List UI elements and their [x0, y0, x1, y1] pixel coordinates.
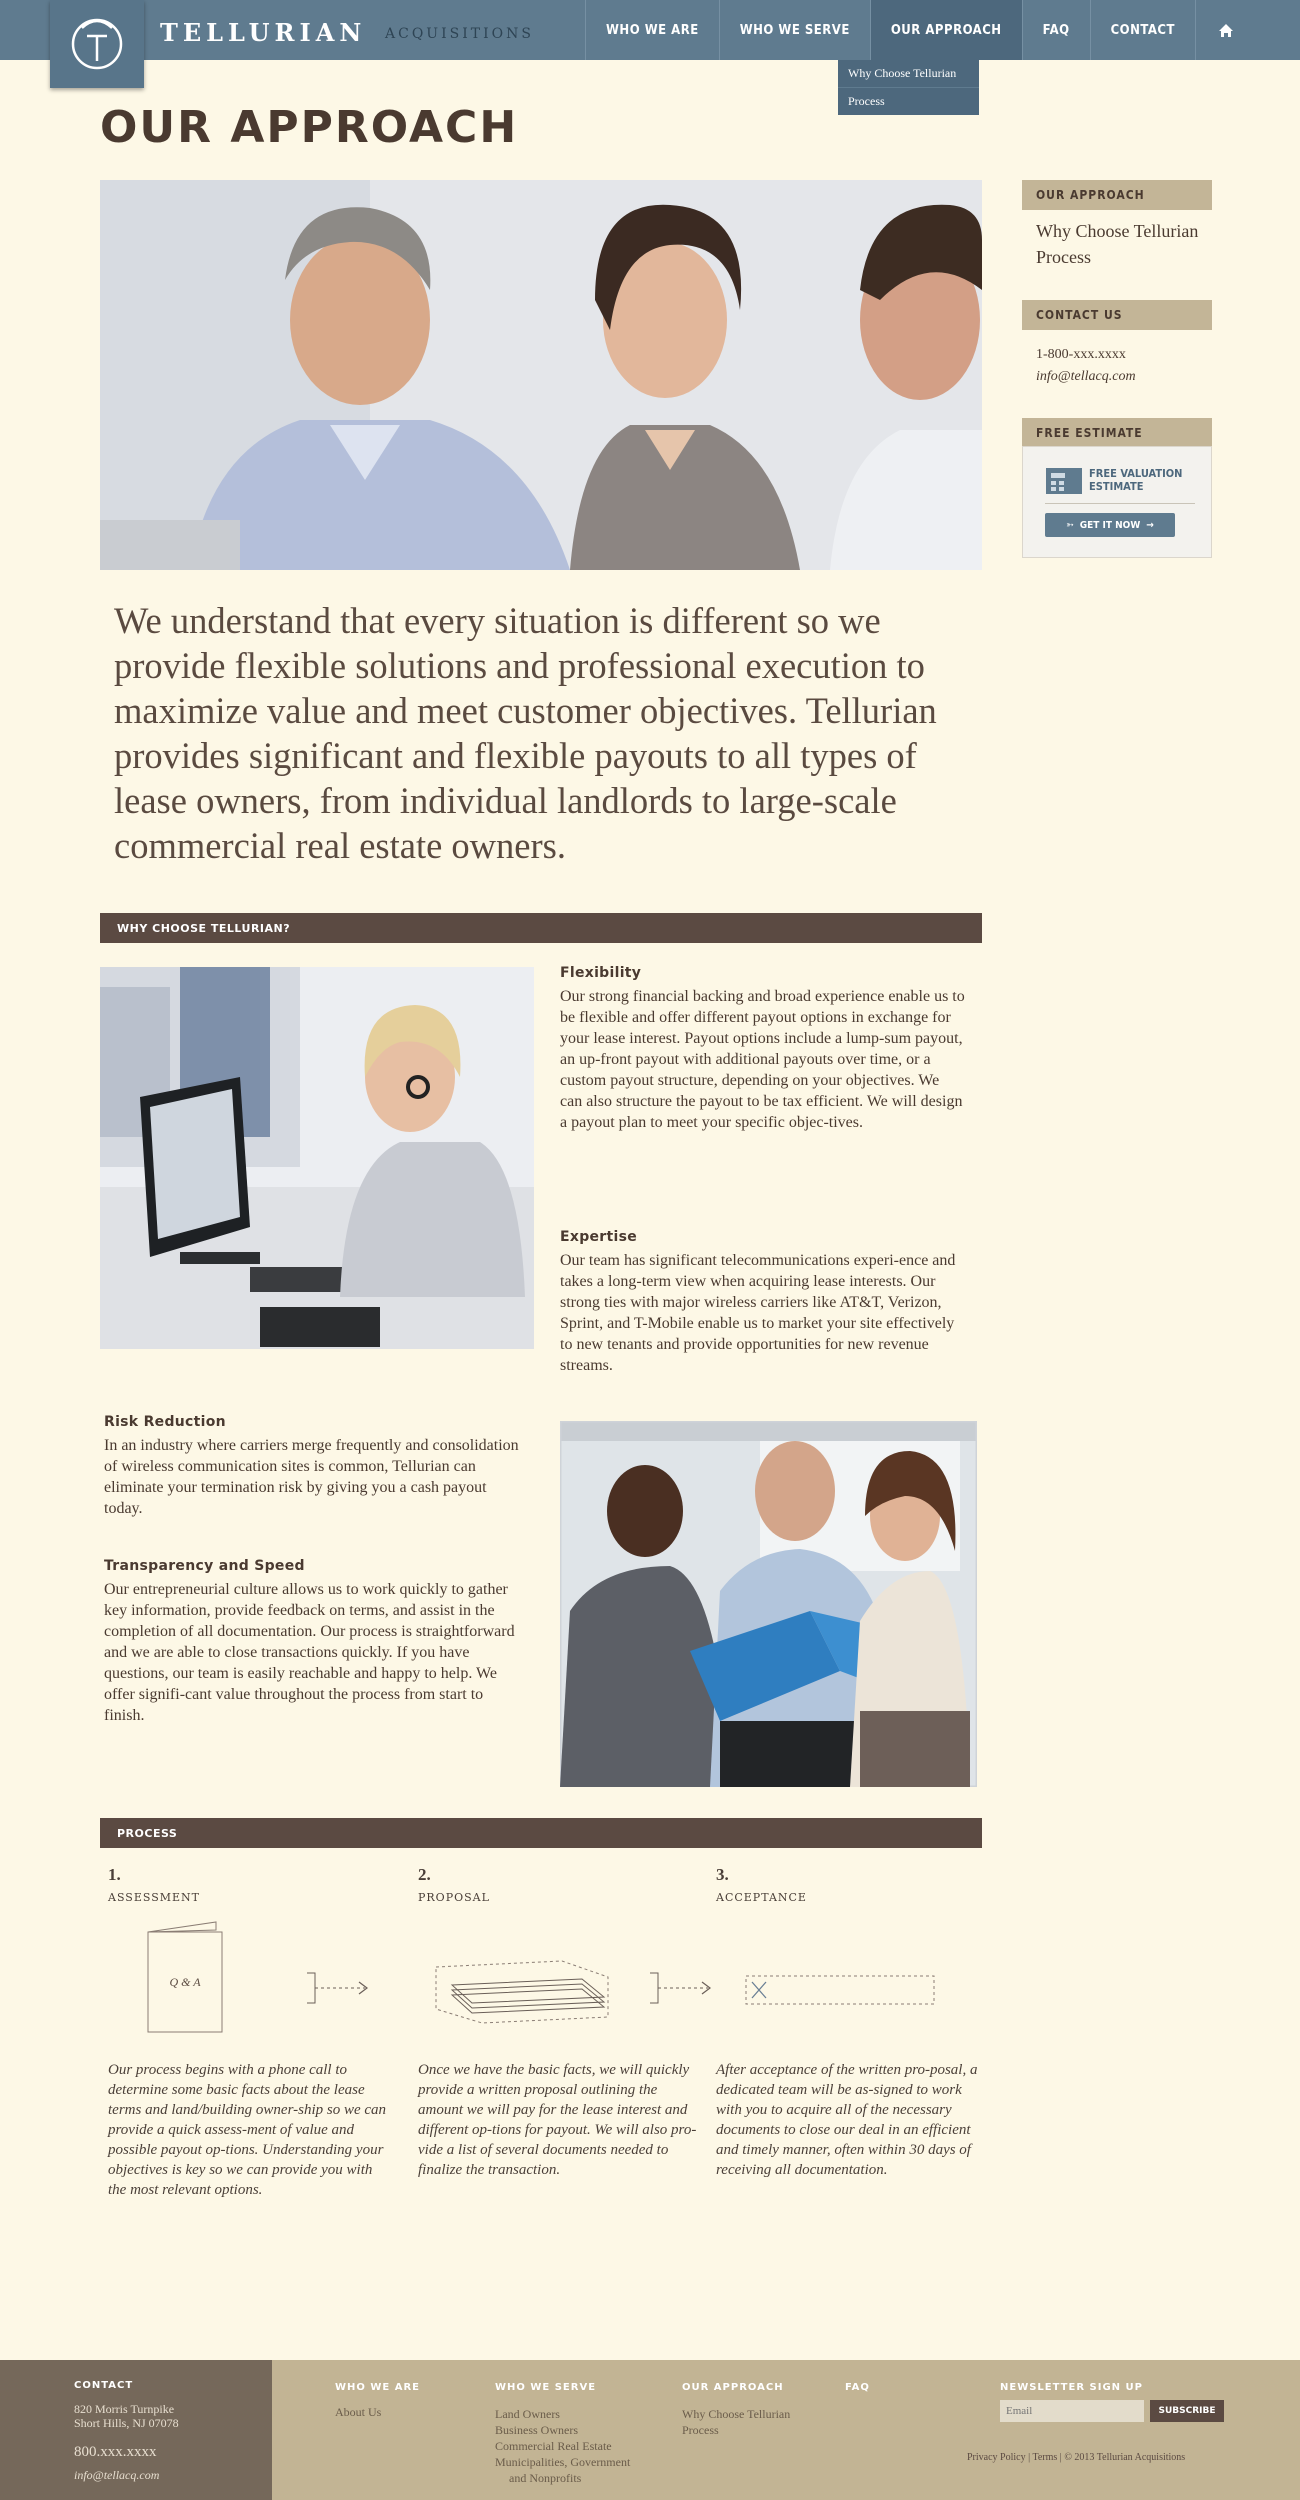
get-it-now-button[interactable]: ➳ GET IT NOW →: [1045, 513, 1175, 537]
page-title: OUR APPROACH: [100, 102, 519, 153]
nav-who-we-are[interactable]: WHO WE ARE: [585, 0, 719, 60]
footer-serve-links: [495, 2406, 630, 2486]
home-icon: [1218, 23, 1234, 38]
footer-link-process[interactable]: Process: [682, 2423, 719, 2437]
expertise-text: Our team has significant telecommunications experi-ence and takes a long-term view when acquiring lease interests. Our strong ties with major wireless carriers like AT&T, Verizon, Sprint, and T-Mobile enable us to market your site effectively to new tenants and provide opportunities for new revenue streams.: [560, 1252, 956, 1374]
arrow-right-icon: [646, 1970, 716, 2006]
process-heading-bar: [100, 1818, 982, 1848]
intro-statement: We understand that every situation is different so we provide flexible solutions and professional execution to maximize value and meet customer objectives. Tellurian provides significant and flexible payouts to all types of lease owners, from individual landlords to large-scale commercial real estate owners.: [114, 600, 937, 866]
step-label: ASSESSMENT: [108, 1891, 200, 1904]
sidebar-approach-links: [1036, 218, 1198, 270]
signature-line-icon: [742, 1970, 938, 2006]
footer-legal: [967, 2452, 1185, 2463]
sidebar-contact-info: [1036, 344, 1136, 388]
transparency-text: Our entrepreneurial culture allows us to work quickly to gather key information, provide feedback on terms, and assist in the completion of all documentation. Our process is straightforward and we are able to close transactions quickly. If you have questions, our team is easily reachable and happy to help. We offer signifi-cant value throughout the process from start to finish.: [104, 1581, 515, 1724]
team-meeting-photo: [560, 1421, 977, 1787]
step-number: 3.: [716, 1865, 729, 1884]
approach-dropdown: [838, 60, 979, 115]
privacy-policy-link[interactable]: Privacy Policy: [967, 2452, 1026, 2463]
copyright: © 2013 Tellurian Acquisitions: [1064, 2452, 1186, 2463]
footer-link-nonprofits[interactable]: and Nonprofits: [509, 2471, 582, 2485]
sidebar-link-process[interactable]: Process: [1036, 247, 1091, 267]
footer-link-municipalities[interactable]: Municipalities, Government: [495, 2455, 631, 2469]
risk-reduction-text: In an industry where carriers merge frequently and consolidation of wireless communication sites is common, Tellurian can eliminate your termination risk by giving you a cash payout today.: [104, 1437, 519, 1517]
why-choose-heading-bar: [100, 913, 982, 943]
footer-contact-panel: [0, 2360, 272, 2500]
nav-contact[interactable]: CONTACT: [1090, 0, 1195, 60]
why-choose-heading: WHY CHOOSE TELLURIAN?: [117, 921, 291, 935]
footer-email[interactable]: info@tellacq.com: [74, 2468, 160, 2482]
arrow-right-icon: →: [1146, 519, 1154, 531]
expertise-title: Expertise: [560, 1229, 638, 1245]
nav-our-approach[interactable]: OUR APPROACH: [870, 0, 1022, 60]
step-label: ACCEPTANCE: [716, 1891, 807, 1904]
risk-reduction-section: [104, 1412, 524, 1519]
step-description: After acceptance of the written pro-posal, a dedicated team will be as-signed to work with you to acquire all of the necessary documents to close our deal in an efficient and timely manner, often within 30 days of receiving all documentation.: [716, 2062, 978, 2178]
qa-document-icon: [146, 1920, 226, 2035]
step-number: 2.: [418, 1865, 431, 1884]
sidebar-link-why-choose[interactable]: Why Choose Tellurian: [1036, 221, 1199, 241]
nav-who-we-serve[interactable]: WHO WE SERVE: [719, 0, 870, 60]
flexibility-text: Our strong financial backing and broad experience enable us to be flexible and offer different payout options in exchange for your lease interest. Payout options include a lump-sum payout, an up-front payout with additional payouts over time, or a custom payout structure, depending on your objectives. We can also structure the payout to be tax efficient. We will design a payout plan to meet your specific objec-tives.: [560, 988, 965, 1131]
step-description: Our process begins with a phone call to determine some basic facts about the lease terms and land/building owner-ship so we can provide a quick assess-ment of value and possible payout op-tions. Understanding your objectives is key so we can provide you with the most relevant options.: [108, 2062, 387, 2198]
footer-approach-links: [682, 2406, 790, 2438]
estimate-title: FREE VALUATION ESTIMATE: [1089, 467, 1183, 493]
step-description: Once we have the basic facts, we will quickly provide a written proposal outlining the amount we will pay for the lease interest and different op-tions for payout. We will also pro-vide a list of several documents needed to finalize the transaction.: [418, 2062, 697, 2178]
sidebar-email[interactable]: info@tellacq.com: [1036, 369, 1136, 384]
team-meeting-illustration: [560, 1421, 977, 1787]
calculator-icon: [1045, 467, 1083, 495]
nav-faq[interactable]: FAQ: [1022, 0, 1090, 60]
footer-link-land-owners[interactable]: Land Owners: [495, 2407, 560, 2421]
arrow-left-decor-icon: ➳: [1066, 519, 1074, 531]
step-number: 1.: [108, 1865, 121, 1884]
flexibility-title: Flexibility: [560, 965, 642, 981]
main-nav: [585, 0, 1256, 60]
footer-link-commercial[interactable]: Commercial Real Estate: [495, 2439, 612, 2453]
nav-home[interactable]: [1195, 0, 1256, 60]
footer-address: 820 Morris Turnpike Short Hills, NJ 07078: [74, 2402, 179, 2430]
expertise-section: [560, 1227, 970, 1376]
sidebar-phone: 1-800-xxx.xxxx: [1036, 347, 1126, 362]
process-step-assessment: [108, 1865, 387, 2198]
footer-separator: |: [1028, 2452, 1033, 2463]
footer-link-about[interactable]: About Us: [335, 2405, 382, 2419]
footer-who-we-are-heading[interactable]: WHO WE ARE: [335, 2382, 420, 2393]
subscribe-button[interactable]: SUBSCRIBE: [1150, 2400, 1224, 2422]
flexibility-section: [560, 963, 965, 1133]
risk-reduction-title: Risk Reduction: [104, 1414, 226, 1430]
footer-who-we-serve-heading[interactable]: WHO WE SERVE: [495, 2382, 597, 2393]
support-agent-photo: [100, 967, 534, 1349]
logo-mark-icon: [62, 6, 132, 78]
sidebar-approach-heading: OUR APPROACH: [1022, 180, 1212, 210]
footer: [0, 2360, 1300, 2500]
logo[interactable]: [50, 0, 144, 88]
transparency-title: Transparency and Speed: [104, 1558, 305, 1574]
footer-link-why-choose[interactable]: Why Choose Tellurian: [682, 2407, 791, 2421]
terms-link[interactable]: Terms: [1032, 2452, 1058, 2463]
process-step-proposal: [418, 1865, 697, 2178]
sidebar-contact-heading: CONTACT US: [1022, 300, 1212, 330]
process-step-acceptance: [716, 1865, 986, 2178]
footer-faq-heading[interactable]: FAQ: [845, 2382, 870, 2393]
footer-link-business-owners[interactable]: Business Owners: [495, 2423, 578, 2437]
brand-subtitle: ACQUISITIONS: [385, 26, 534, 42]
hero-photo-illustration: [100, 180, 982, 570]
proposal-papers-icon: [432, 1957, 612, 2027]
free-estimate-widget[interactable]: [1022, 446, 1212, 558]
process-heading: PROCESS: [117, 1826, 178, 1840]
dropdown-item-process[interactable]: Process: [848, 94, 885, 108]
dropdown-item-why-choose[interactable]: Why Choose Tellurian: [838, 60, 979, 88]
footer-approach-heading[interactable]: OUR APPROACH: [682, 2382, 784, 2393]
hero-team-photo: [100, 180, 982, 570]
footer-separator: |: [1059, 2452, 1065, 2463]
arrow-right-icon: [303, 1970, 373, 2006]
support-agent-illustration: [100, 967, 534, 1349]
newsletter-email-input[interactable]: [1000, 2400, 1144, 2422]
footer-newsletter-heading: NEWSLETTER SIGN UP: [1000, 2382, 1143, 2393]
footer-contact-heading: CONTACT: [74, 2380, 134, 2391]
footer-phone: 800.xxx.xxxx: [74, 2444, 157, 2460]
step-label: PROPOSAL: [418, 1891, 490, 1904]
brand-name[interactable]: TELLURIAN: [160, 18, 367, 47]
sidebar-estimate-heading: FREE ESTIMATE: [1022, 418, 1212, 448]
qa-icon-label: Q & A: [169, 1975, 201, 1989]
estimate-divider: [1045, 503, 1195, 504]
transparency-section: [104, 1556, 524, 1726]
